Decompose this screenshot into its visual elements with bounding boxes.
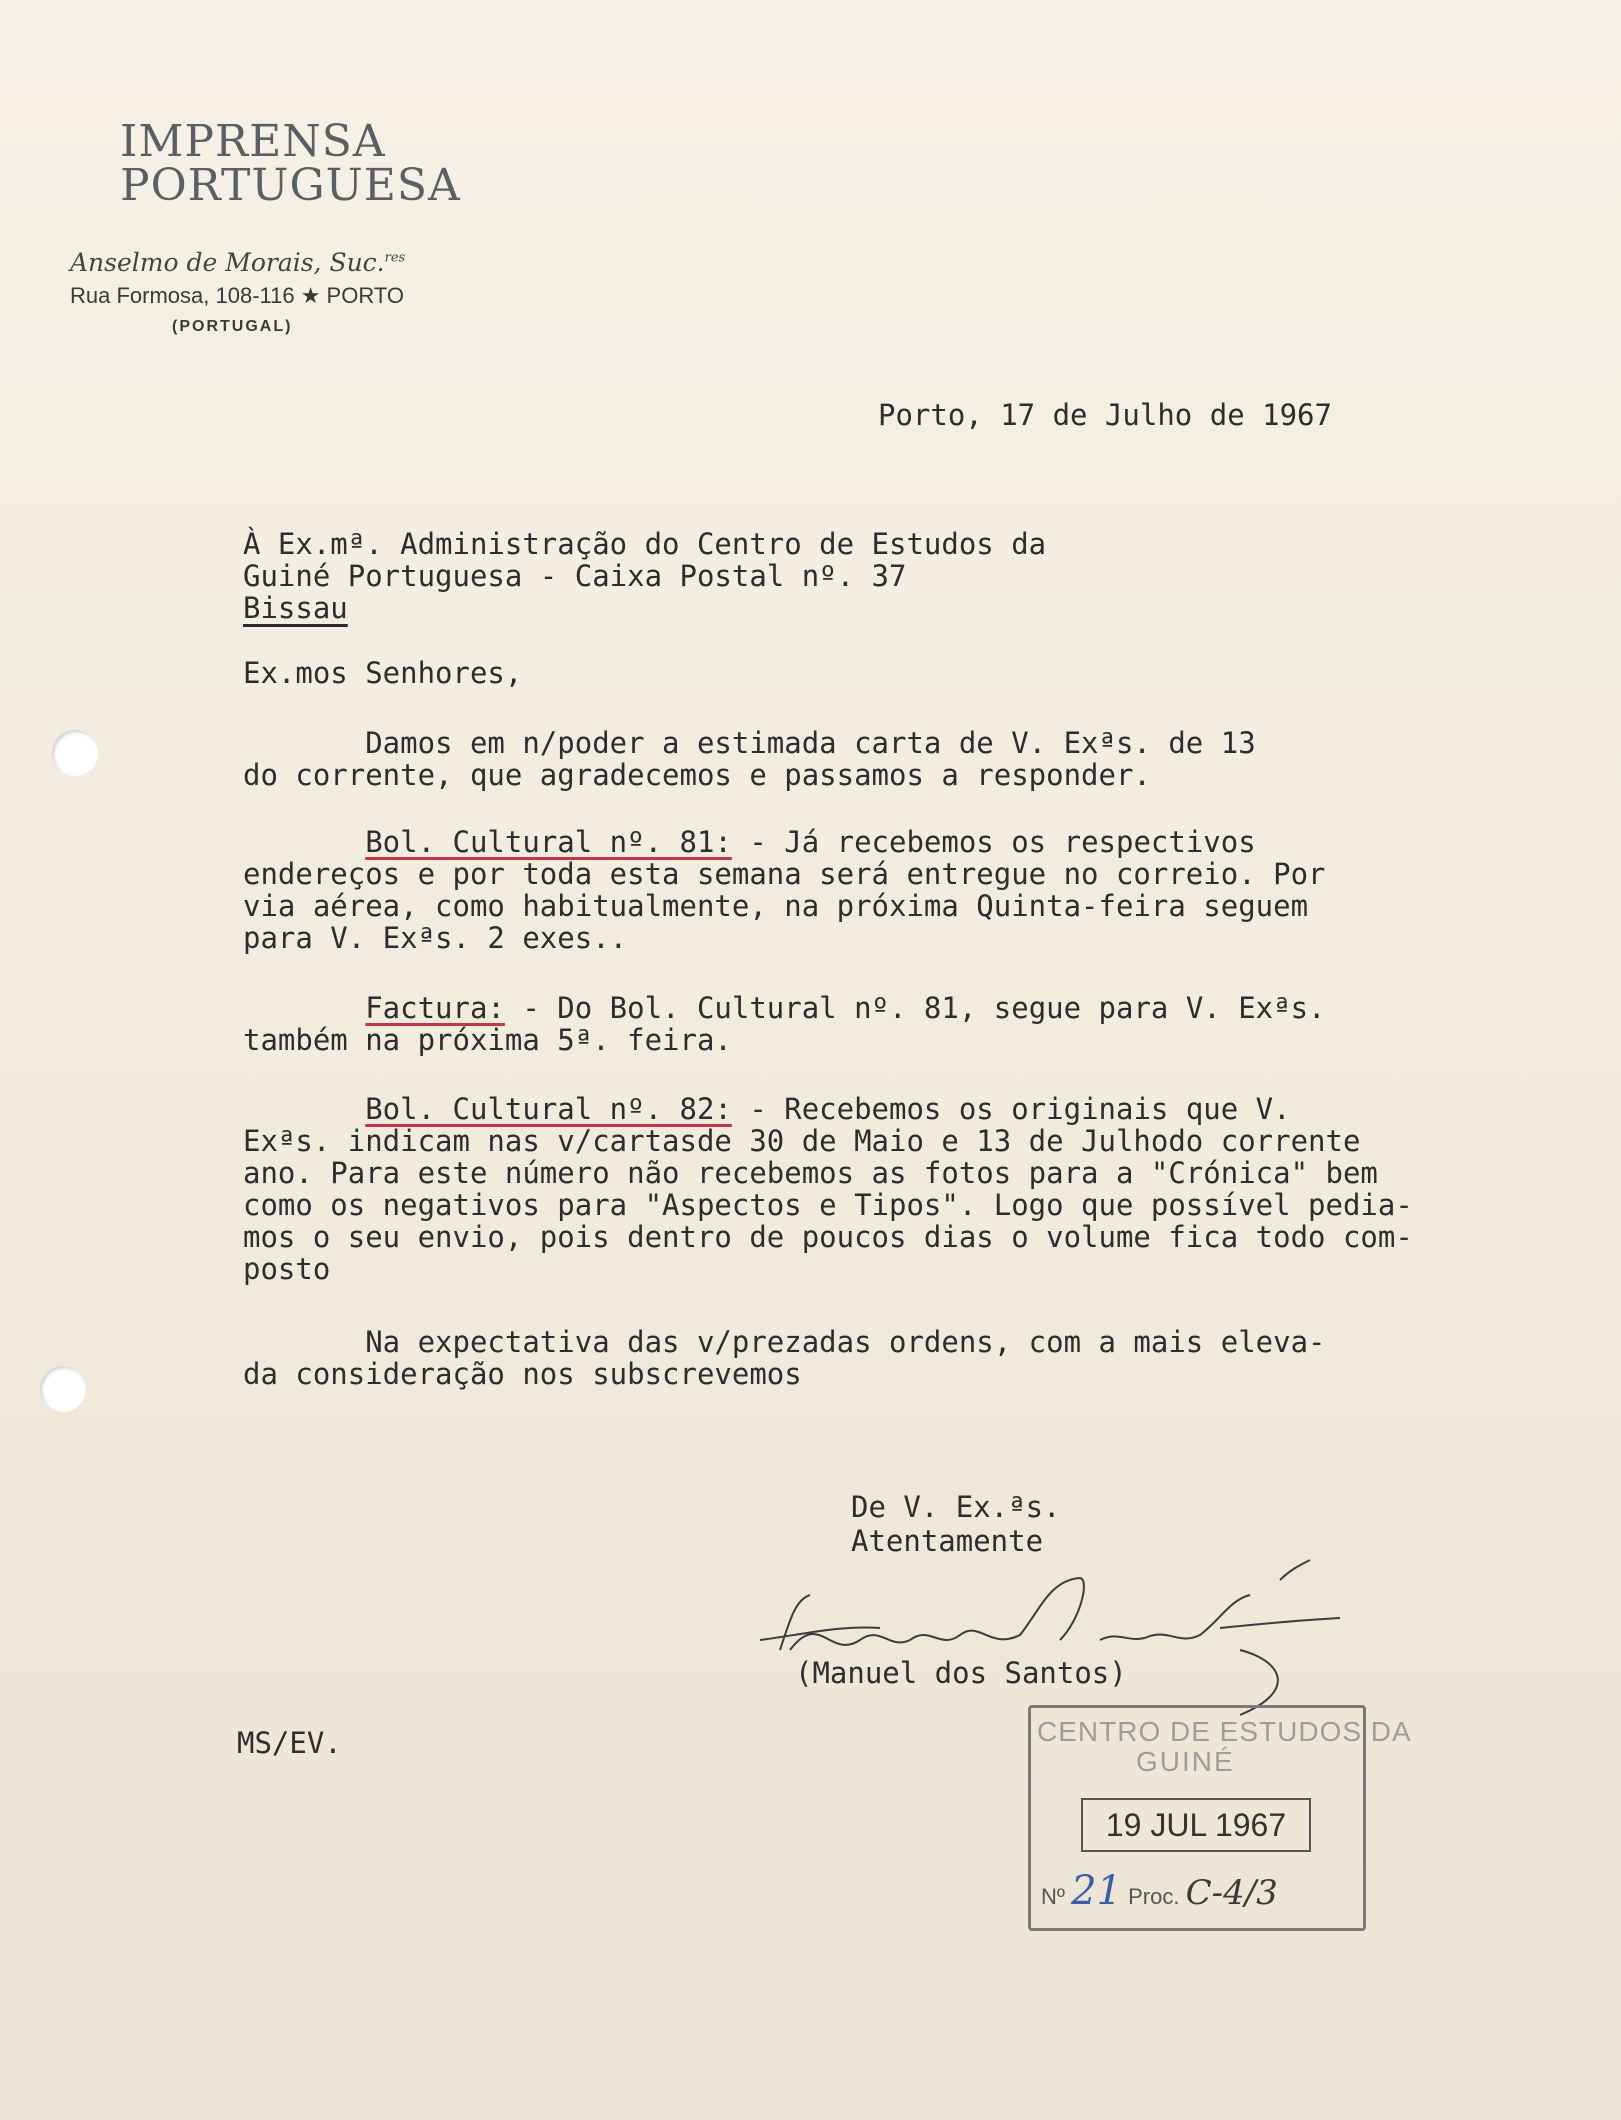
recipient-line2: Guiné Portuguesa - Caixa Postal nº. 37 [243,559,907,593]
stamp-line1: CENTRO DE ESTUDOS DA [1037,1716,1412,1747]
factura-heading: Factura: [365,991,505,1025]
paragraph-1 [243,727,1573,791]
recipient-city: Bissau [243,591,348,625]
recipient-block [243,528,1573,624]
firm-name: Anselmo de Morais, Suc.$^{res}$ [70,248,406,277]
company-country: (PORTUGAL) [172,318,293,335]
punch-hole-bottom [40,1366,86,1412]
paragraph-4-line: posto [243,1252,331,1286]
paragraph-2 [243,826,1573,954]
date-line: Porto, 17 de Julho de 1967 [878,398,1332,432]
paragraph-1-line: Damos em n/poder a estimada carta de V. Exªs. de 13 [243,726,1256,760]
paragraph-4-line: Exªs. indicam nas v/cartasde 30 de Maio e 13 de Julhodo corrente [243,1124,1361,1158]
paragraph-2-line: endereços e por toda esta semana será entregue no correio. Por [243,857,1326,891]
initials: MS/EV. [237,1726,342,1760]
closing-line2: Atentamente [851,1524,1044,1558]
salutation: Ex.mos Senhores, [243,656,523,690]
bol-81-heading: Bol. Cultural nº. 81: [365,825,732,859]
stamp-no-value: 21 [1071,1868,1122,1914]
punch-hole-top [52,730,98,776]
paragraph-4-line: - Recebemos os originais que V. [731,1092,1291,1126]
paragraph-3-line: também na próxima 5ª. feira. [243,1023,732,1057]
company-address: Rua Formosa, 108-116 ★ PORTO [70,283,404,308]
paragraph-4-line: mos o seu envio, pois dentro de poucos dias o volume fica todo com- [243,1220,1413,1254]
received-stamp [1028,1705,1412,1931]
paragraph-5-line: da consideração nos subscrevemos [243,1357,802,1391]
company-logo [120,116,461,211]
paragraph-2-line: via aérea, como habitualmente, na próxima Quinta-feira seguem [243,889,1309,923]
paragraph-3-line: - Do Bol. Cultural nº. 81, segue para V. Exªs. [504,991,1326,1025]
stamp-number-row [1041,1868,1278,1914]
paragraph-3 [243,992,1573,1056]
paragraph-5 [243,1326,1573,1390]
closing-line1: De V. Ex.ªs. [851,1490,1061,1524]
signer-name: (Manuel dos Santos) [795,1656,1127,1690]
paragraph-1-line: do corrente, que agradecemos e passamos a responder. [243,758,1151,792]
stamp-date: 19 JUL 1967 [1081,1798,1311,1852]
paragraph-4 [243,1093,1573,1285]
company-name-line2: PORTUGUESA [120,160,461,211]
bol-82-heading: Bol. Cultural nº. 82: [365,1092,732,1126]
paragraph-2-line: para V. Exªs. 2 exes.. [243,921,628,955]
stamp-proc-label: Proc. [1128,1884,1180,1909]
stamp-no-label: Nº [1041,1884,1065,1909]
paragraph-4-line: ano. Para este número não recebemos as fotos para a "Crónica" bem [243,1156,1378,1190]
stamp-line2: GUINÉ [1136,1746,1235,1777]
company-name-line1: IMPRENSA [120,116,386,167]
paragraph-5-line: Na expectativa das v/prezadas ordens, com a mais eleva- [243,1325,1326,1359]
paragraph-2-line: - Já recebemos os respectivos [731,825,1256,859]
stamp-proc-value: C-4/3 [1185,1873,1278,1913]
recipient-line1: À Ex.mª. Administração do Centro de Estudos da [243,527,1047,561]
paragraph-4-line: como os negativos para "Aspectos e Tipos". Logo que possível pedia- [243,1188,1413,1222]
